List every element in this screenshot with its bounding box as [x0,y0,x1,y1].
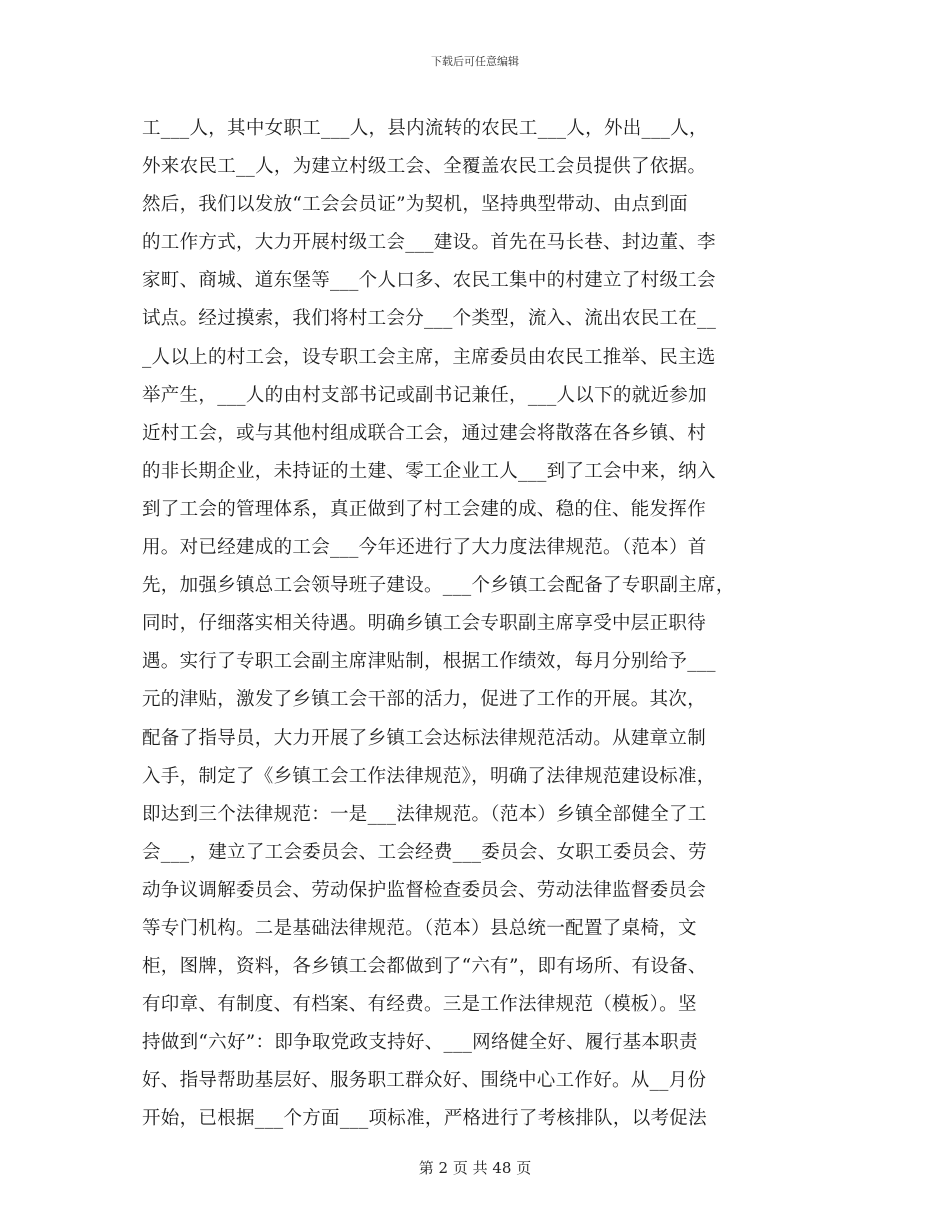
text-line: 好、指导帮助基层好、服务职工群众好、围绕中心工作好。从__月份 [142,1070,707,1092]
text-line: 配备了指导员，大力开展了乡镇工会达标法律规范活动。从建章立制 [142,727,707,749]
text-line: 先，加强乡镇总工会领导班子建设。___个乡镇工会配备了专职副主席， [142,575,735,597]
text-line: 持做到“六好”：即争取党政支持好、___网络健全好、履行基本职责 [142,1032,698,1054]
text-line: 元的津贴，激发了乡镇工会干部的活力，促进了工作的开展。其次， [142,689,707,711]
text-line: 到了工会的管理体系，真正做到了村工会建的成、稳的住、能发挥作 [142,498,707,520]
text-line: 外来农民工__人，为建立村级工会、全覆盖农民工会员提供了依据。 [142,156,707,178]
text-line: _人以上的村工会，设专职工会主席，主席委员由农民工推举、民主选 [142,346,716,368]
text-line: 柜，图牌，资料，各乡镇工会都做到了“六有”，即有场所、有设备、 [142,956,707,978]
text-line: 试点。经过摸索，我们将村工会分___个类型，流入、流出农民工在__ [142,308,717,330]
text-line: 用。对已经建成的工会___今年还进行了大力度法律规范。（范本）首 [142,537,707,559]
text-line: 动争议调解委员会、劳动保护监督检查委员会、劳动法律监督委员会 [142,879,707,901]
text-line: 有印章、有制度、有档案、有经费。三是工作法律规范（模板）。坚 [142,994,697,1016]
document-body [142,110,822,1139]
text-line: 工___人，其中女职工___人，县内流转的农民工___人，外出___人， [142,118,708,139]
text-line: 开始，已根据___个方面___项标准，严格进行了考核排队，以考促法 [142,1108,707,1130]
text-line: 家町、商城、道东堡等___个人口多、农民工集中的村建立了村级工会 [142,270,716,292]
text-line: 近村工会，或与其他村组成联合工会，通过建会将散落在各乡镇、村 [142,422,707,444]
text-line: 然后，我们以发放“工会会员证”为契机，坚持典型带动、由点到面 [142,194,688,216]
text-line: 举产生，___人的由村支部书记或副书记兼任，___人以下的就近参加 [142,384,707,406]
text-line: 等专门机构。二是基础法律规范。（范本）县总统一配置了桌椅，文 [142,917,697,939]
text-line: 同时，仔细落实相关待遇。明确乡镇工会专职副主席享受中层正职待 [142,613,707,635]
text-line: 会___，建立了工会委员会、工会经费___委员会、女职工委员会、劳 [142,841,707,863]
text-line: 的工作方式，大力开展村级工会___建设。首先在马长巷、封边董、李 [142,232,716,254]
page-number-footer: 第 2 页 共 48 页 [418,1159,532,1177]
text-line: 遇。实行了专职工会副主席津贴制，根据工作绩效，每月分别给予___ [142,651,716,673]
text-line: 入手，制定了《乡镇工会工作法律规范》，明确了法律规范建设标准， [142,765,716,787]
text-line: 即达到三个法律规范：一是___法律规范。（范本）乡镇全部健全了工 [142,803,707,825]
page-header: 下载后可任意编辑 [431,55,519,68]
text-line: 的非长期企业，未持证的土建、零工企业工人___到了工会中来，纳入 [142,460,716,482]
